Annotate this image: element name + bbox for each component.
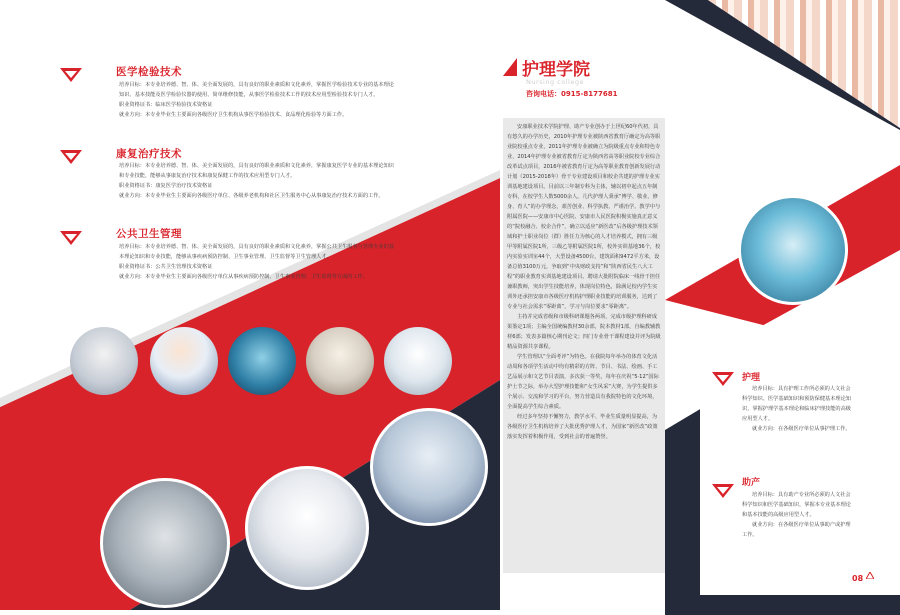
paragraph: 主持并完成省级和市级科研课题各两项，完成市级护理科研成果鉴定1项；主编全国统编教材30余部，院本教材1部，自编教辅教材6部；发表多篇核心期刊论文；四门专业骨干课程建设并评为院级精品资源共享课程。 bbox=[507, 314, 661, 350]
section-title: 公共卫生管理 bbox=[116, 228, 182, 240]
paragraph: 学生管理以“全面考评”为特色。在我院每年举办的体育文化活动周和各项学生活动中均有精彩的方阵、节目、书法、绘画、手工艺品展示和文艺节目表演，多次获一等奖，每年在庆祝“5·12”国际护士节之际，举办大型护理技能和“女生风采”大赛，为学生提供多个展示、交流和学习的平台，努力营造具有我院特色的文化环境，全面提高学生综合素质。 bbox=[507, 354, 659, 410]
red-triangle-icon bbox=[60, 150, 82, 164]
section-text bbox=[119, 242, 399, 282]
photo-circle bbox=[228, 327, 296, 395]
red-triangle-icon bbox=[503, 58, 517, 76]
red-triangle-icon bbox=[60, 68, 82, 82]
paragraph: 安康职业技术学院护理、助产专业创办于上世纪60年代初，具有悠久的办学历史，2010年护理专业被陕西省教育厅确定为高等职业院校重点专业，2011年护理专业被确立为院级重点专业和特色专业，2014年护理专业被省教育厅定为陕西省高等职业院校专业综合改革试点项目，2016年被省教育厅定为高等职业教育创新发展行动计划（2015-2018年）骨干专业建设项目和校企共建的护理专业实训基地建设项目。目前以三年制专科为主体，辅以初中起点五年制专科，在校学生人数5000余人。几代护理人秉承“博学、敬业、修身、育人”的办学理念，艰苦创业、科学执教、严谨治学。教学中与附属医院——安康市中心医院、安康市人民医院积极实施真正意义的“院校融合、校企合作”，确立以适应“新医改”后各级护理技术领域和护士职业岗位（群）胜任力为核心的人才培养模式，拥有三级甲等附属医院1所，三级乙等附属医院1所，校外实训基地36个，校内实验实训室44个，大型设备4500台，建筑面积9472平方米，设备总值3100万元，争取到“中央财政支持”和“陕西省民生八大工程”的职业教育实训基地建设项目。聘请大批附院临床一线骨干担任兼职教师，突出学生技能培养，体现岗位特色，除满足校内学生实训外还承担安康市各级医疗机构护理职业技能的培训服务，达到了专业与社会需求“零距离”，学习与岗位要求“零距离”。 bbox=[507, 124, 661, 310]
page-triangle-icon bbox=[866, 572, 874, 579]
college-phone: 咨询电话：0915-8177681 bbox=[526, 90, 618, 98]
photo-circle bbox=[150, 327, 218, 395]
paragraph: 就业方向：在各级医疗单位从事助产或护理工作。 bbox=[742, 522, 851, 538]
section-text bbox=[119, 161, 399, 201]
photo-circle bbox=[306, 327, 374, 395]
section-text bbox=[742, 384, 854, 434]
page-number: 08 bbox=[852, 574, 864, 583]
paragraph: 职业资格证书：康复医学治疗技术资格证 bbox=[119, 183, 213, 189]
section-text bbox=[119, 80, 399, 120]
paragraph: 就业方向：在各级医疗单位从事护理工作。 bbox=[752, 426, 851, 432]
paragraph: 培养目标：本专业培养德、智、体、美全面发展的，具有良好的职业素质和文化素养，掌握医学检验技术专业的基本理论知识、基本技能及医学检验仪器的使用、简单维修技能，从事医学检验技术工作的技术应用型检验技术专门人才。 bbox=[119, 82, 394, 98]
photo-circle-large bbox=[100, 478, 230, 608]
paragraph: 培养目标：本专业培养德、智、体、美全面发展的，具有良好的职业素质和文化素养，掌握公共卫生服务与管理专业的基本理论知识和专业技能，能够从事疾病预防控制、卫生事业管理、卫生监督等卫生管理人才。 bbox=[119, 244, 394, 260]
photo-circle-large bbox=[245, 466, 369, 590]
section-title: 康复治疗技术 bbox=[116, 148, 182, 160]
paragraph: 培养目标：本专业培养德、智、体、美全面发展的，具有良好的职业素质和文化素养，掌握康复医学专业的基本理论知识和专业技能，能够从事康复治疗技术和康复保健工作的技术应用型专门人才。 bbox=[119, 163, 394, 179]
college-intro-panel bbox=[503, 118, 665, 573]
paragraph: 培养目标：具有护理工作所必须的人文社会科学知识、医学基础知识和预防保健基本理论知识，掌握护理学基本理论和临床护理技能的高级应用型人才。 bbox=[742, 386, 851, 422]
paragraph: 职业资格证书：临床医学检验技术资格证 bbox=[119, 102, 213, 108]
paragraph: 经过多年坚持不懈努力，教学水平、毕业生质量明显提高，为各级医疗卫生机构培养了大批优秀护理人才，为国家“新医改”政策落实发挥着积极作用，受到社会的普遍赞誉。 bbox=[507, 414, 658, 440]
red-triangle-icon bbox=[712, 372, 734, 386]
photo-circle-large bbox=[370, 408, 488, 526]
photo-circle bbox=[384, 327, 452, 395]
college-title: 护理学院 bbox=[522, 60, 590, 80]
section-title: 医学检验技术 bbox=[116, 66, 182, 78]
paragraph: 就业方向：本专业毕业生主要面向各级医疗卫生机构从事医学检验技术、食品理化检验等方面工作。 bbox=[119, 112, 348, 118]
paragraph: 培养目标：具有助产专业所必须的人文社会科学知识和医学基础知识，掌握本专业基本理论和基本技能的高级应用型人才。 bbox=[742, 492, 851, 518]
photo-circle-nurse bbox=[738, 195, 848, 305]
photo-circle bbox=[70, 327, 138, 395]
section-text bbox=[742, 490, 854, 540]
paragraph: 就业方向：本专业毕业生主要面向各级医疗单位、各级养老机构和社区卫生服务中心从事康复治疗技术方面的工作。 bbox=[119, 193, 384, 199]
red-triangle-icon bbox=[712, 484, 734, 498]
section-title: 助产 bbox=[742, 478, 761, 488]
section-title: 护理 bbox=[742, 373, 761, 383]
red-triangle-icon bbox=[60, 231, 82, 245]
college-title-en: Nursing college bbox=[526, 78, 584, 86]
page-number: 07 bbox=[37, 574, 49, 583]
paragraph: 就业方向：本专业毕业生主要面向各级医疗单位从事疾病预防控制、卫生事业管理、卫生监督等方面的工作。 bbox=[119, 274, 369, 280]
page-triangle-icon bbox=[28, 572, 36, 579]
paragraph: 职业资格证书：公共卫生管理技术资格证 bbox=[119, 264, 213, 270]
